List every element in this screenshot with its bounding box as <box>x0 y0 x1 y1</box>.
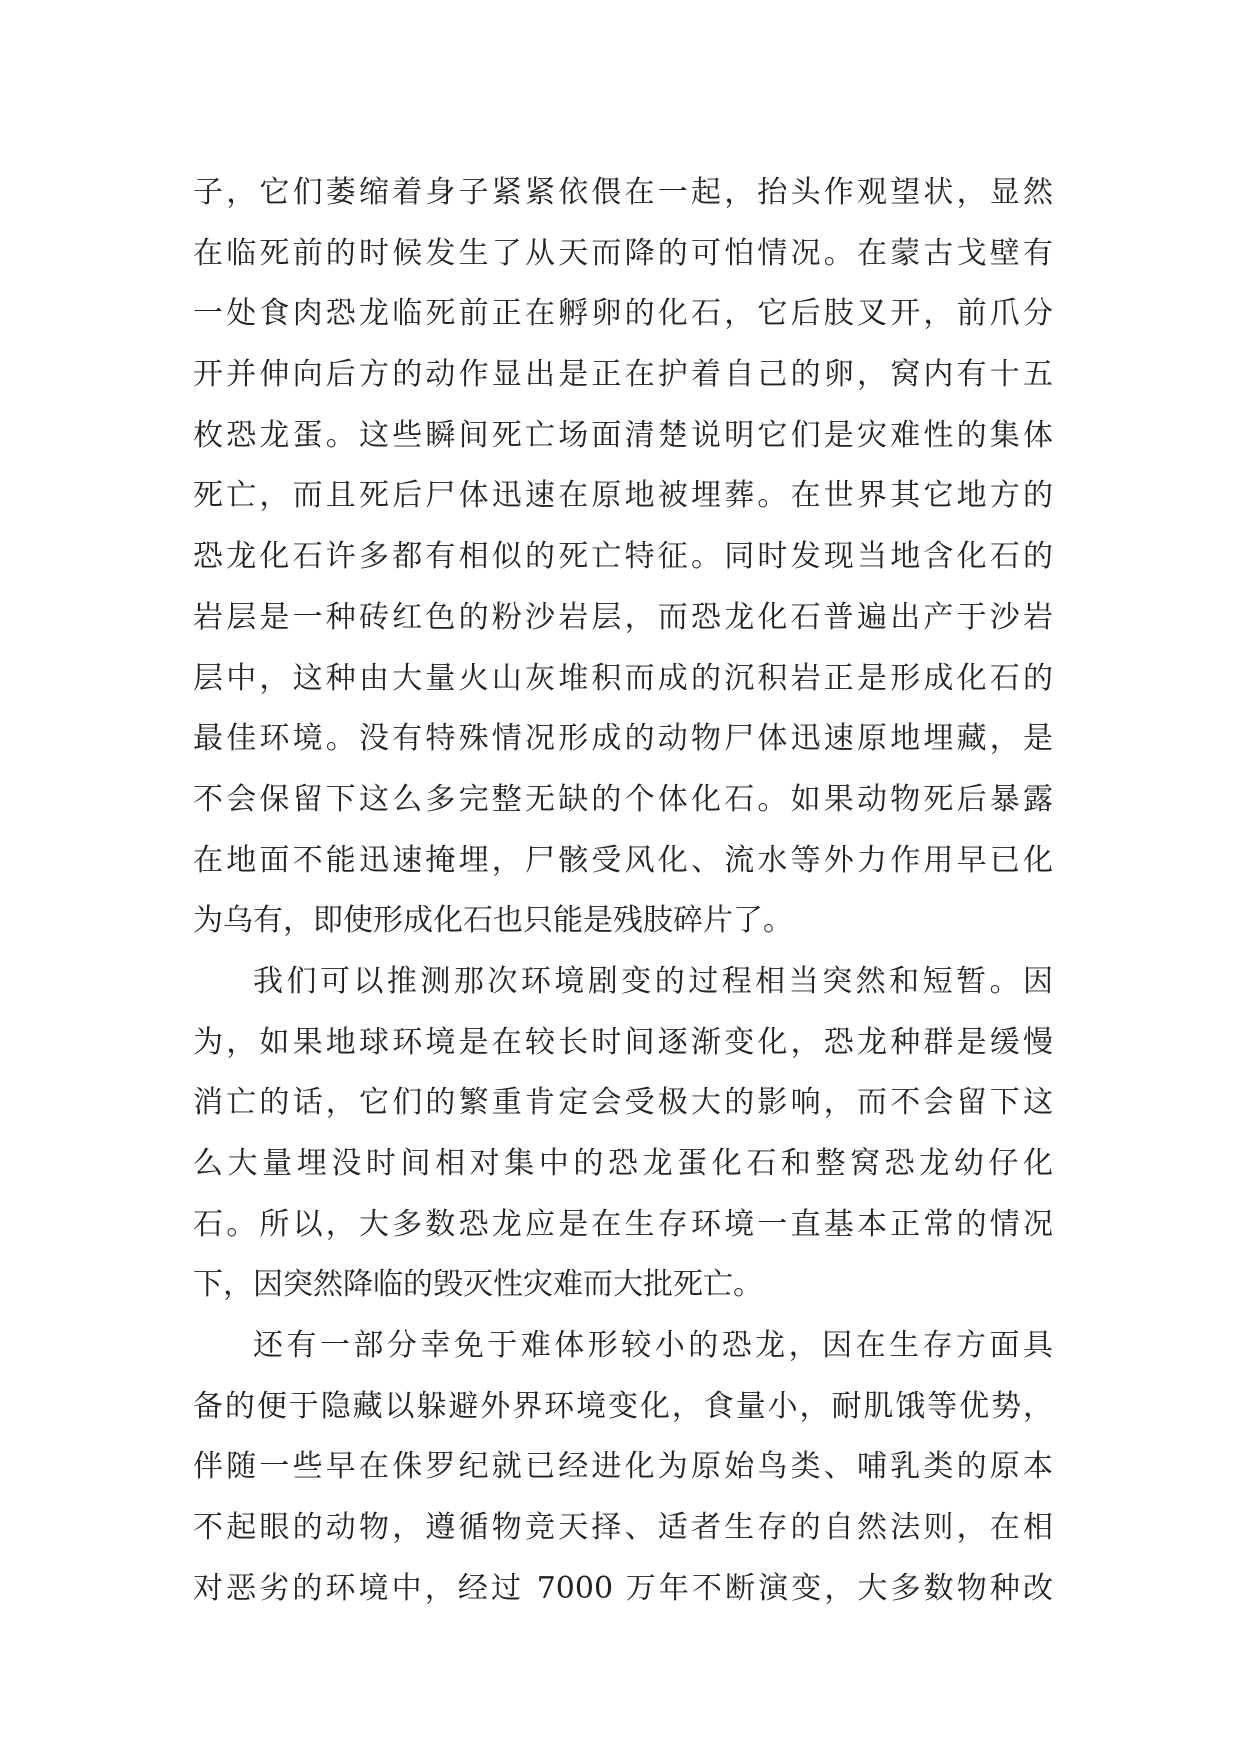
text-line: 消亡的话，它们的繁重肯定会受极大的影响，而不会留下这 <box>193 1085 1053 1121</box>
text-line: 为乌有，即使形成化石也只能是残肢碎片了。 <box>193 903 793 939</box>
text-line: 恐龙化石许多都有相似的死亡特征。同时发现当地含化石的 <box>193 539 1053 575</box>
text-line: 为，如果地球环境是在较长时间逐渐变化，恐龙种群是缓慢 <box>193 1024 1053 1060</box>
paragraph-start-line: 还有一部分幸免于难体形较小的恐龙，因在生存方面具 <box>253 1328 1053 1364</box>
body-text <box>193 163 1053 1620</box>
text-line: 伴随一些早在侏罗纪就已经进化为原始鸟类、哺乳类的原本 <box>193 1449 1053 1485</box>
text-line: 开并伸向后方的动作显出是正在护着自己的卵，窝内有十五 <box>193 357 1053 393</box>
text-line: 下，因突然降临的毁灭性灾难而大批死亡。 <box>193 1267 763 1303</box>
text-line: 在地面不能迅速掩埋，尸骸受风化、流水等外力作用早已化 <box>193 842 1053 878</box>
text-line: 层中，这种由大量火山灰堆积而成的沉积岩正是形成化石的 <box>193 660 1053 696</box>
text-line: 最佳环境。没有特殊情况形成的动物尸体迅速原地埋藏，是 <box>193 721 1053 757</box>
text-line: 不会保留下这么多完整无缺的个体化石。如果动物死后暴露 <box>193 781 1053 817</box>
text-line: 岩层是一种砖红色的粉沙岩层，而恐龙化石普遍出产于沙岩 <box>193 599 1053 635</box>
text-line: 一处食肉恐龙临死前正在孵卵的化石，它后肢叉开，前爪分 <box>193 296 1053 332</box>
text-line: 不起眼的动物，遵循物竞天择、适者生存的自然法则，在相 <box>193 1510 1053 1546</box>
text-line: 子，它们萎缩着身子紧紧依偎在一起，抬头作观望状，显然 <box>193 175 1053 210</box>
text-line: 备的便于隐藏以躲避外界环境变化，食量小，耐肌饿等优势， <box>193 1388 1053 1424</box>
text-line: 枚恐龙蛋。这些瞬间死亡场面清楚说明它们是灾难性的集体 <box>193 417 1053 453</box>
text-line: 对恶劣的环境中，经过 7000 万年不断演变，大多数物种改 <box>193 1570 1053 1606</box>
paragraph-start-line: 我们可以推测那次环境剧变的过程相当突然和短暂。因 <box>253 963 1053 999</box>
text-line: 死亡，而且死后尸体迅速在原地被埋葬。在世界其它地方的 <box>193 478 1053 514</box>
text-line: 么大量埋没时间相对集中的恐龙蛋化石和整窝恐龙幼仔化 <box>193 1146 1053 1181</box>
text-line: 在临死前的时候发生了从天而降的可怕情况。在蒙古戈壁有 <box>193 235 1053 271</box>
text-line: 石。所以，大多数恐龙应是在生存环境一直基本正常的情况 <box>193 1206 1053 1242</box>
